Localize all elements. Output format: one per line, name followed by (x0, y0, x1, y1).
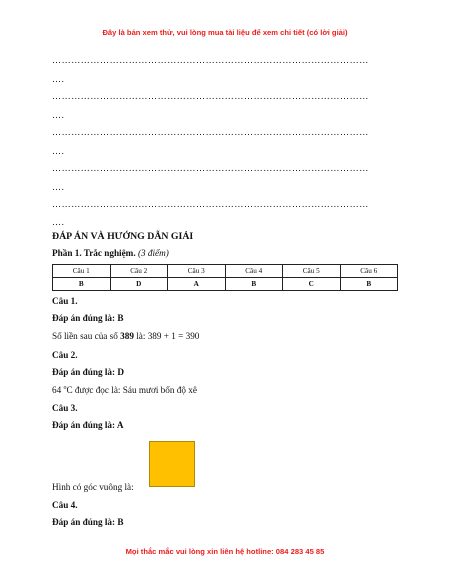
answer-line-end: …. (52, 182, 65, 192)
table-answer-cell: B (225, 278, 283, 291)
answer-table (52, 264, 398, 291)
answer-line: ……………………………………………………………………………………… (52, 127, 369, 137)
right-angle-square-figure (149, 441, 195, 487)
answer-table-row (53, 278, 398, 291)
table-answer-cell: B (53, 278, 111, 291)
answer-line-end: …. (52, 146, 65, 156)
table-answer-cell: C (283, 278, 341, 291)
q2-explain-post: C được đọc là: Sáu mươi bốn độ xê (66, 385, 197, 396)
header-notice: Đây là bản xem thử, vui lòng mua tài liệu để xem chi tiết (có lời giải) (102, 28, 348, 37)
q1-label: Câu 1. (52, 296, 78, 306)
part1-title: Phần 1. Trắc nghiệm. (52, 248, 136, 258)
table-header-cell: Câu 4 (225, 265, 283, 278)
table-answer-cell: A (168, 278, 226, 291)
footer-notice: Mọi thắc mắc vui lòng xin liên hệ hotline: 084 283 45 85 (125, 547, 325, 556)
q1-explain-number: 389 (120, 331, 134, 341)
table-header-cell: Câu 6 (340, 265, 398, 278)
answer-line: ……………………………………………………………………………………… (52, 55, 369, 65)
q2-answer: Đáp án đúng là: D (52, 367, 124, 377)
table-answer-cell: B (340, 278, 398, 291)
answer-line: ……………………………………………………………………………………… (52, 91, 369, 101)
answer-line: ……………………………………………………………………………………… (52, 199, 369, 209)
degree-mark: o (63, 385, 67, 391)
section-title: ĐÁP ÁN VÀ HƯỚNG DẪN GIẢI (52, 231, 194, 242)
q2-label: Câu 2. (52, 350, 78, 360)
answer-table-header-row (53, 265, 398, 278)
q1-answer: Đáp án đúng là: B (52, 313, 124, 323)
part1-heading (52, 248, 169, 258)
table-header-cell: Câu 5 (283, 265, 341, 278)
q1-explanation (52, 331, 199, 341)
q2-explain-pre: 64 (52, 385, 64, 396)
q4-label: Câu 4. (52, 500, 78, 510)
answer-line-end: …. (52, 74, 65, 84)
q3-label: Câu 3. (52, 403, 78, 413)
q3-explanation: Hình có góc vuông là: (52, 482, 134, 492)
q1-explain-post: là: 389 + 1 = 390 (133, 331, 200, 341)
table-header-cell: Câu 3 (168, 265, 226, 278)
answer-line-end: …. (52, 217, 65, 227)
q3-answer: Đáp án đúng là: A (52, 420, 124, 430)
table-header-cell: Câu 1 (53, 265, 111, 278)
answer-line: ……………………………………………………………………………………… (52, 163, 369, 173)
q1-explain-pre: Số liền sau của số (52, 331, 121, 341)
part1-points: (3 điểm) (137, 248, 169, 258)
q4-answer: Đáp án đúng là: B (52, 517, 124, 527)
table-answer-cell: D (110, 278, 168, 291)
answer-line-end: …. (52, 110, 65, 120)
q2-explanation (52, 385, 197, 395)
table-header-cell: Câu 2 (110, 265, 168, 278)
